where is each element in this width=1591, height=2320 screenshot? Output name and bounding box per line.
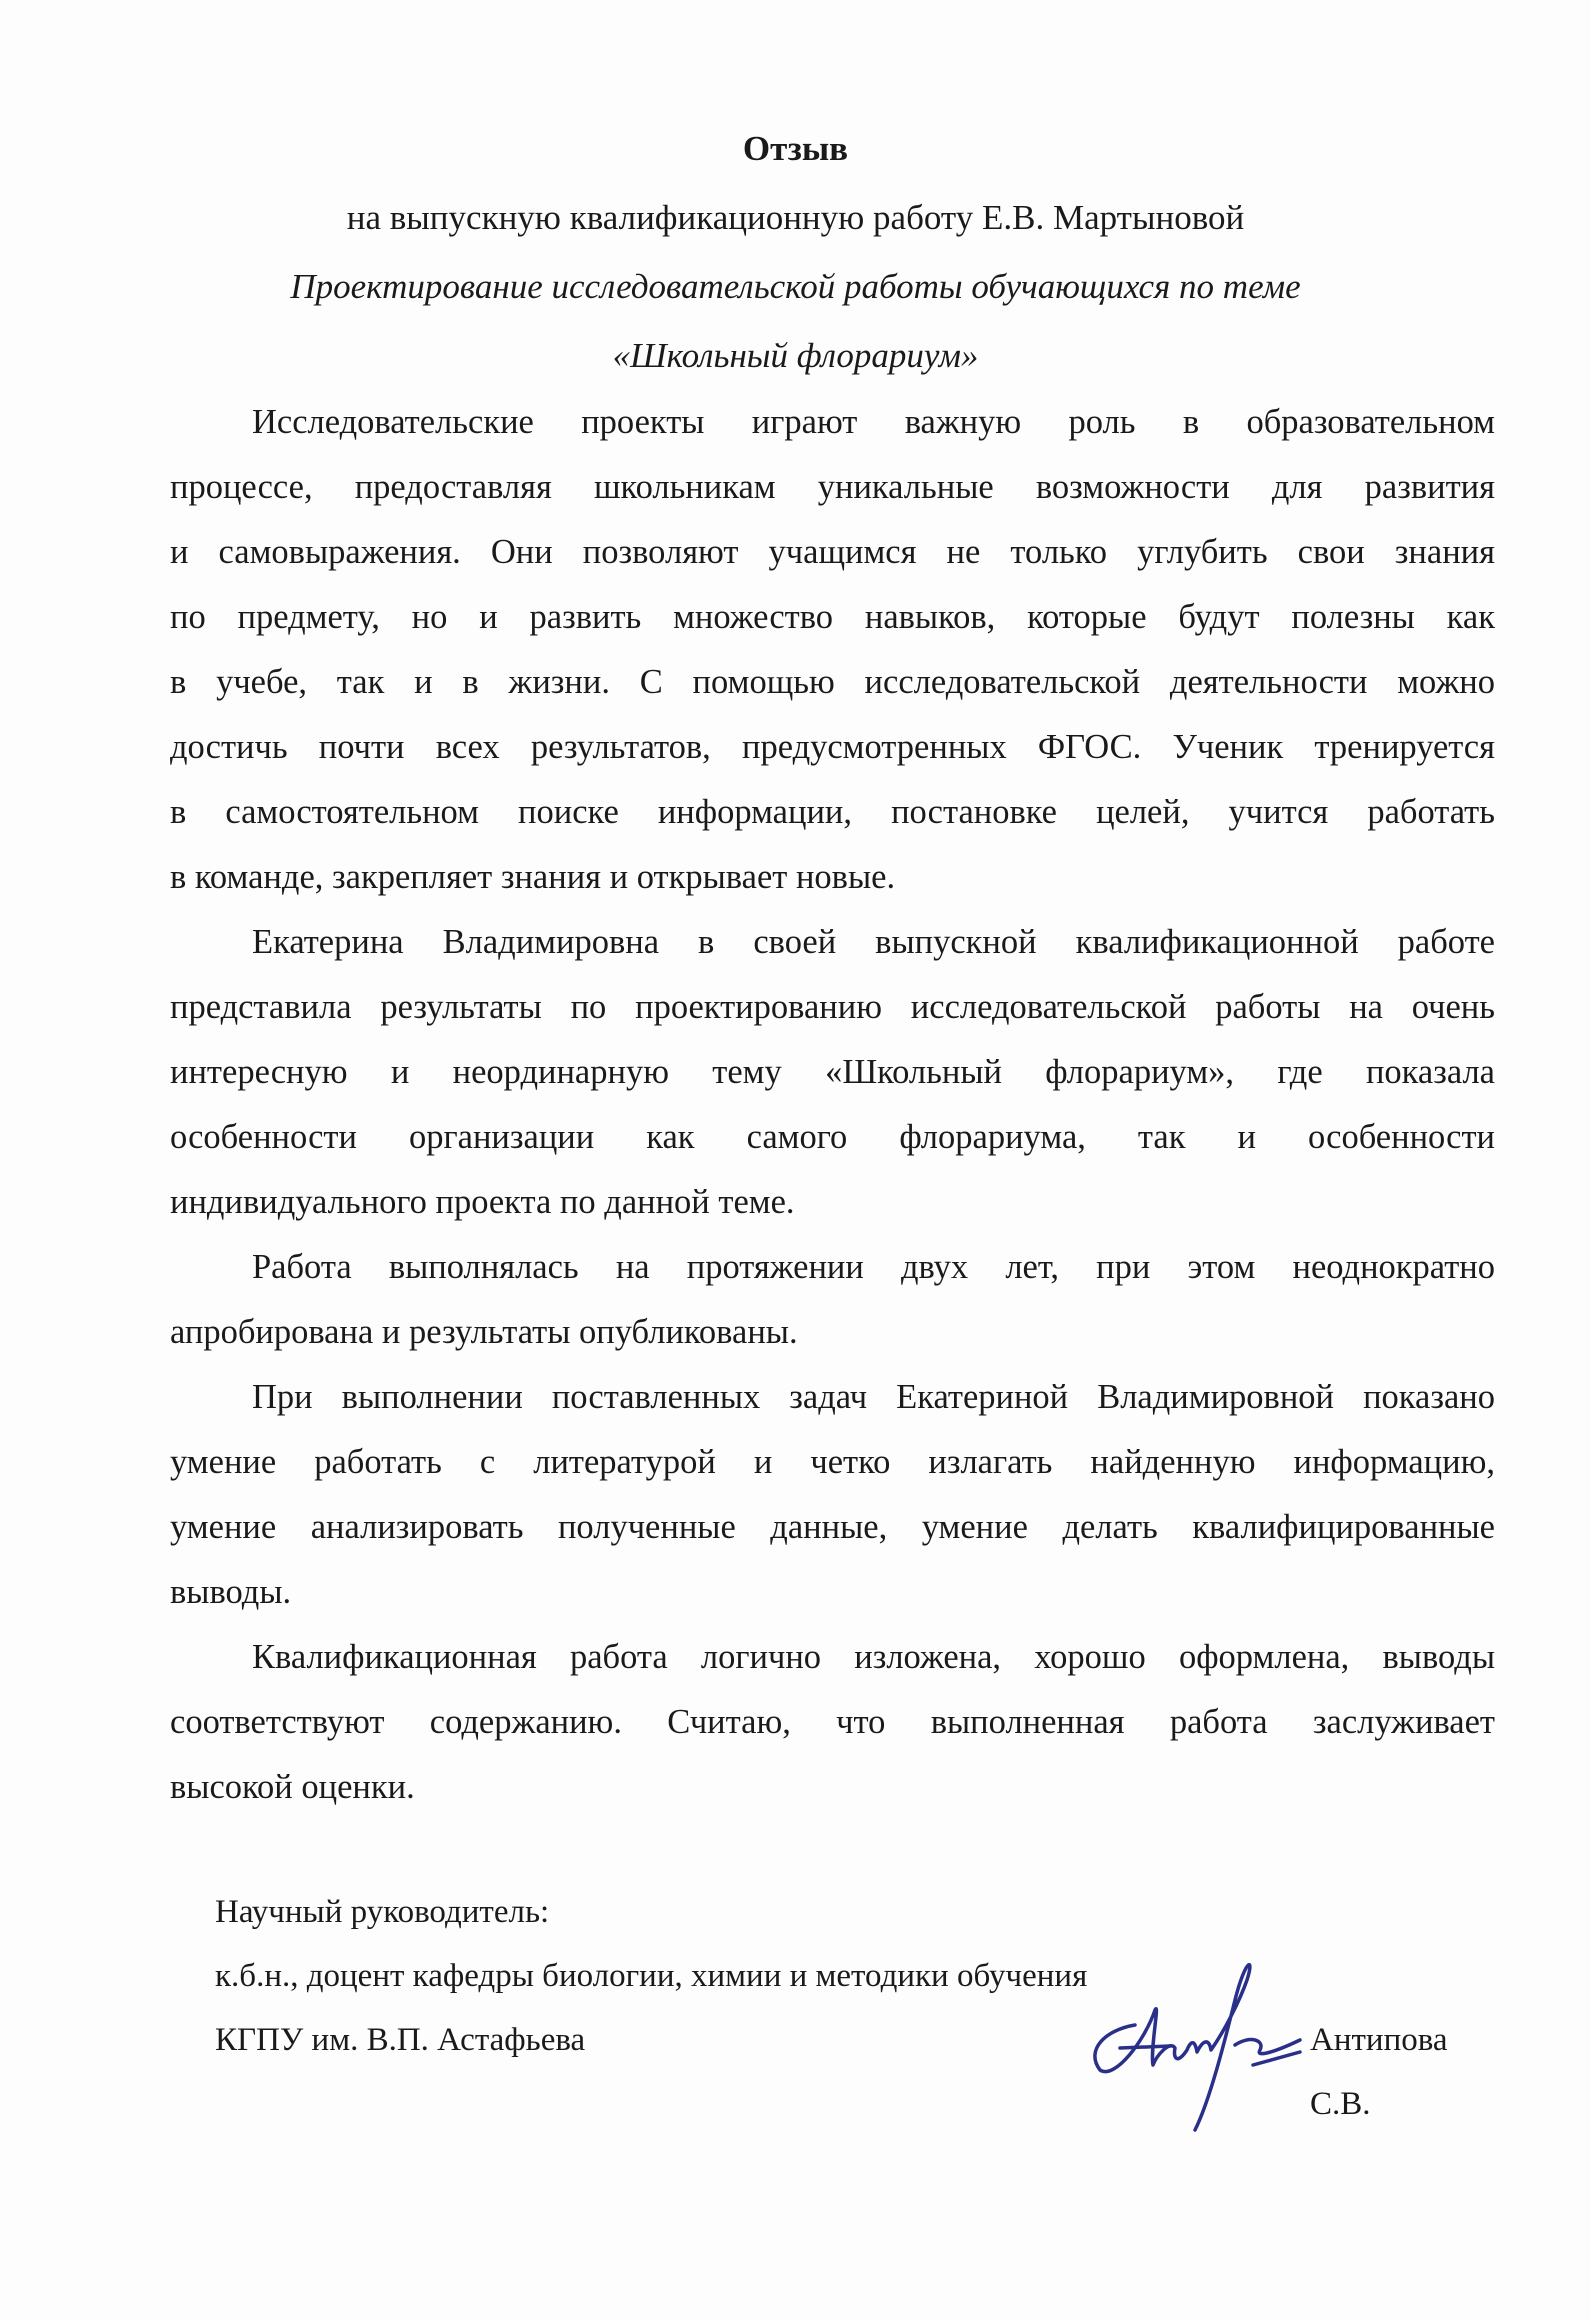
text-line: Екатерина Владимировна в своей выпускной квалификационной работе xyxy=(252,923,1495,961)
signature-block xyxy=(215,1880,1515,2122)
paragraph xyxy=(170,910,1495,1235)
text-line: выводы. xyxy=(170,1573,292,1611)
text-line: Квалификационная работа логично изложена, хорошо оформлена, выводы xyxy=(252,1638,1495,1676)
text-line: Работа выполнялась на протяжении двух лет, при этом неоднократно xyxy=(252,1248,1495,1286)
text-line: интересную и неординарную тему «Школьный флорариум», где показала xyxy=(170,1053,1495,1091)
text-line: соответствуют содержанию. Считаю, что выполненная работа заслуживает xyxy=(170,1703,1495,1741)
document-title: Отзыв xyxy=(742,129,849,168)
text-line: представила результаты по проектированию исследовательской работы на очень xyxy=(170,988,1495,1026)
signature-role: Научный руководитель: xyxy=(215,1894,550,1930)
text-line: и самовыражения. Они позволяют учащимся не только углубить свои знания xyxy=(170,533,1495,571)
paragraph xyxy=(170,390,1495,910)
text-line: Исследовательские проекты играют важную роль в образовательном xyxy=(252,403,1495,441)
text-line: индивидуального проекта по данной теме. xyxy=(170,1183,795,1221)
text-line: умение анализировать полученные данные, умение делать квалифицированные xyxy=(170,1508,1495,1546)
text-line: При выполнении поставленных задач Екатериной Владимировной показано xyxy=(252,1378,1495,1416)
document-body xyxy=(170,390,1495,1820)
text-line: по предмету, но и развить множество навыков, которые будут полезны как xyxy=(170,598,1495,636)
text-line: в команде, закрепляет знания и открывает новые. xyxy=(170,858,896,896)
text-line: умение работать с литературой и четко излагать найденную информацию, xyxy=(170,1443,1495,1481)
signature-position: к.б.н., доцент кафедры биологии, химии и методики обучения xyxy=(215,1958,1088,1994)
document-header xyxy=(0,114,1591,390)
text-line: особенности организации как самого флорариума, так и особенности xyxy=(170,1118,1495,1156)
handwritten-signature xyxy=(1075,1940,1315,2140)
text-line: апробирована и результаты опубликованы. xyxy=(170,1313,798,1351)
text-line: высокой оценки. xyxy=(170,1768,415,1806)
topic-line-1: Проектирование исследовательской работы обучающихся по теме xyxy=(290,267,1301,306)
signature-institution: КГПУ им. В.П. Астафьева xyxy=(215,2022,586,2058)
paragraph xyxy=(170,1365,1495,1625)
text-line: процессе, предоставляя школьникам уникальные возможности для развития xyxy=(170,468,1495,506)
document-subtitle: на выпускную квалификационную работу Е.В. Мартыновой xyxy=(346,198,1245,237)
text-line: достичь почти всех результатов, предусмотренных ФГОС. Ученик тренируется xyxy=(170,728,1495,766)
paragraph xyxy=(170,1625,1495,1820)
signature-name: Антипова С.В. xyxy=(1310,2022,1448,2122)
text-line: в учебе, так и в жизни. С помощью исследовательской деятельности можно xyxy=(170,663,1495,701)
text-line: в самостоятельном поиске информации, постановке целей, учится работать xyxy=(170,793,1495,831)
topic-line-2: «Школьный флорариум» xyxy=(612,336,979,375)
paragraph xyxy=(170,1235,1495,1365)
